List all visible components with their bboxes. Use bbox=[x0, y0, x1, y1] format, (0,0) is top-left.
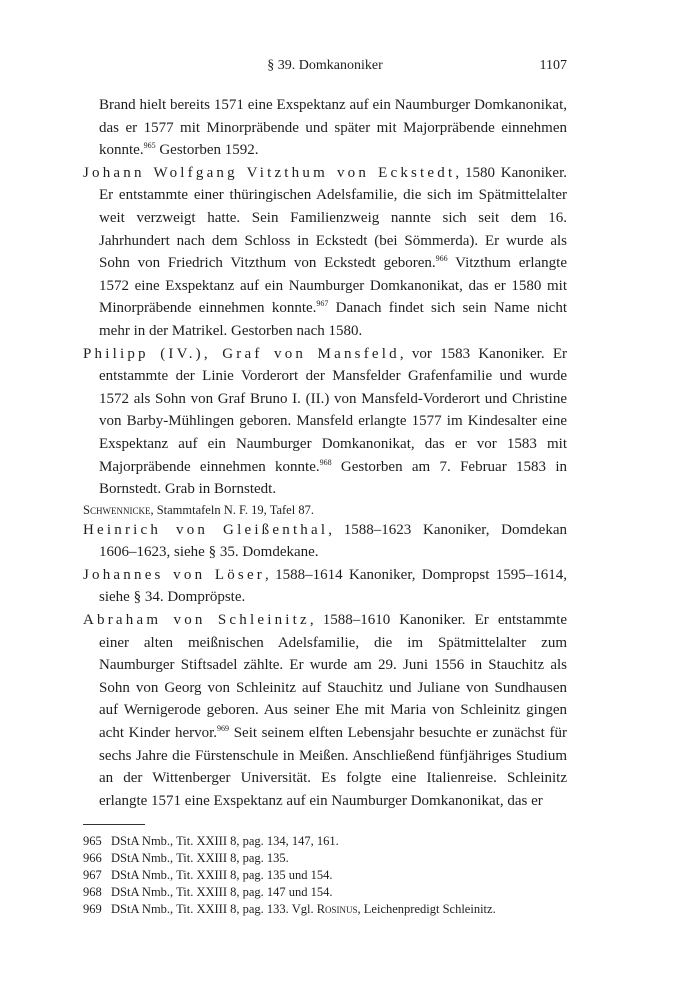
footnote-text bbox=[111, 901, 496, 918]
footnote-ref: 967 bbox=[316, 299, 329, 309]
page-number: 1107 bbox=[539, 58, 567, 73]
main-text bbox=[83, 94, 567, 812]
biography-entry bbox=[83, 343, 567, 501]
footnote bbox=[83, 833, 567, 850]
text-run: , Leichenpredigt Schleinitz. bbox=[357, 901, 496, 916]
text-run: DStA Nmb., Tit. XXIII 8, pag. 135 und 154. bbox=[111, 868, 333, 882]
text-run: Danach findet sich sein Name nicht mehr in der Matrikel. Gestorben nach 1580. bbox=[99, 300, 567, 339]
footnote-number: 968 bbox=[83, 884, 102, 899]
author-name: Schwennicke bbox=[83, 502, 151, 517]
document-page bbox=[83, 58, 567, 917]
biography-entry bbox=[83, 564, 567, 609]
text-run: , 1580 Kanoniker. Er entstammte einer thüringischen Adelsfamilie, die sich im Spätmittelalter weit verzweigt hatte. Sein Familienzweig nannte sich seit dem 16. Jahrhundert nach dem Schloss in Eckstedt (bei Sömmerda). Er wurde als Sohn von Friedrich Vitzthum von Eckstedt geboren. bbox=[99, 164, 567, 272]
text-run: , Stammtafeln N. F. 19, Tafel 87. bbox=[150, 502, 314, 517]
footnote-text bbox=[111, 867, 333, 884]
footnote-number: 967 bbox=[83, 868, 102, 882]
entry-name: Johannes von Löser bbox=[83, 566, 266, 583]
footnote-number: 966 bbox=[83, 851, 102, 866]
footnote-number: 965 bbox=[83, 834, 102, 849]
text-run: DStA Nmb., Tit. XXIII 8, pag. 135. bbox=[111, 851, 289, 866]
entry-name: Heinrich von Gleißenthal bbox=[83, 521, 329, 538]
footnote bbox=[83, 901, 567, 918]
text-run: DStA Nmb., Tit. XXIII 8, pag. 134, 147, 161. bbox=[111, 834, 339, 849]
text-run: , vor 1583 Kanoniker. Er entstammte der Linie Vorderort der Mansfelder Grafenfamilie und wurde 1572 als Sohn von Graf Bruno I. (II.) von Mansfeld-Vorderort und Christine von Barby-Mühlingen geboren. Mansfeld erlangte 1577 im Kindesalter eine Exspektanz auf ein Naumburger Domkanonikat, das er vor 1583 mit Majorpräbende einnehmen konnte. bbox=[99, 345, 567, 475]
footnote-ref: 965 bbox=[143, 141, 156, 151]
text-run: Gestorben 1592. bbox=[155, 142, 259, 159]
footnote-ref: 966 bbox=[435, 254, 448, 264]
text-run: , 1588–1614 Kanoniker, Dompropst 1595–1614, siehe § 34. Dompröpste. bbox=[99, 566, 567, 606]
footnote-ref: 969 bbox=[217, 724, 230, 734]
text-run: Gestorben am 7. Februar 1583 in Bornstedt. Grab in Bornstedt. bbox=[99, 458, 567, 498]
footnote-text bbox=[111, 884, 333, 901]
text-run: , 1588–1610 Kanoniker. Er entstammte einer alten meißnischen Adelsfamilie, die im Spätmittelalter zum Naumburger Stiftsadel zählte. Er wurde am 29. Juni 1556 in Stauchitz als Sohn von Georg von Schleinitz auf Stauchitz und Juliane von Sundhausen auf Wernigerode geboren. Aus seiner Ehe mit Maria von Schleinitz gingen acht Kinder hervor. bbox=[99, 612, 567, 742]
text-run: Seit seinem elften Lebensjahr besuchte er zunächst für sechs Jahre die Fürstenschule in Meißen. Anschließend fünfjähriges Studium an der Wittenberger Universität. Es folgte eine Italienreise. Schleinitz erlangte 1571 eine Exspektanz auf ein Naumburger Domkanonikat, das er bbox=[99, 725, 567, 809]
footnote bbox=[83, 884, 567, 901]
biography-entry bbox=[83, 94, 567, 162]
entry-name: Johann Wolfgang Vitzthum von Eckstedt bbox=[83, 164, 456, 181]
footnote-ref: 968 bbox=[319, 457, 332, 467]
footnote bbox=[83, 867, 567, 884]
biography-entry bbox=[83, 162, 567, 343]
footnote-text bbox=[111, 833, 339, 850]
page-header bbox=[83, 58, 567, 80]
footnote-number: 969 bbox=[83, 901, 102, 916]
text-run: Vitzthum erlangte 1572 eine Exspektanz auf ein Naumburger Domkanonikat, das er 1580 mit Minorpräbende einnehmen konnte. bbox=[99, 255, 567, 317]
entry-name: Abraham von Schleinitz bbox=[83, 612, 310, 629]
literature-line bbox=[83, 501, 567, 519]
text-run: DStA Nmb., Tit. XXIII 8, pag. 133. Vgl. bbox=[111, 901, 317, 916]
entry-name: Philipp (IV.), Graf von Mansfeld bbox=[83, 345, 400, 362]
footnotes bbox=[83, 833, 567, 917]
footnote-text bbox=[111, 850, 289, 867]
biography-entry bbox=[83, 609, 567, 812]
running-title: § 39. Domkanoniker bbox=[267, 58, 383, 73]
text-run: DStA Nmb., Tit. XXIII 8, pag. 147 und 154. bbox=[111, 884, 333, 899]
biography-entry bbox=[83, 519, 567, 564]
text-run: Brand hielt bereits 1571 eine Exspektanz auf ein Naumburger Domkanonikat, das er 1577 mit Minorpräbende und später mit Majorpräbende einnehmen konnte. bbox=[99, 97, 567, 159]
footnote-divider bbox=[83, 824, 145, 825]
footnote bbox=[83, 850, 567, 867]
author-name: Rosinus bbox=[316, 901, 358, 916]
text-run: , 1588–1623 Kanoniker, Domdekan 1606–1623, siehe § 35. Domdekane. bbox=[99, 521, 567, 561]
